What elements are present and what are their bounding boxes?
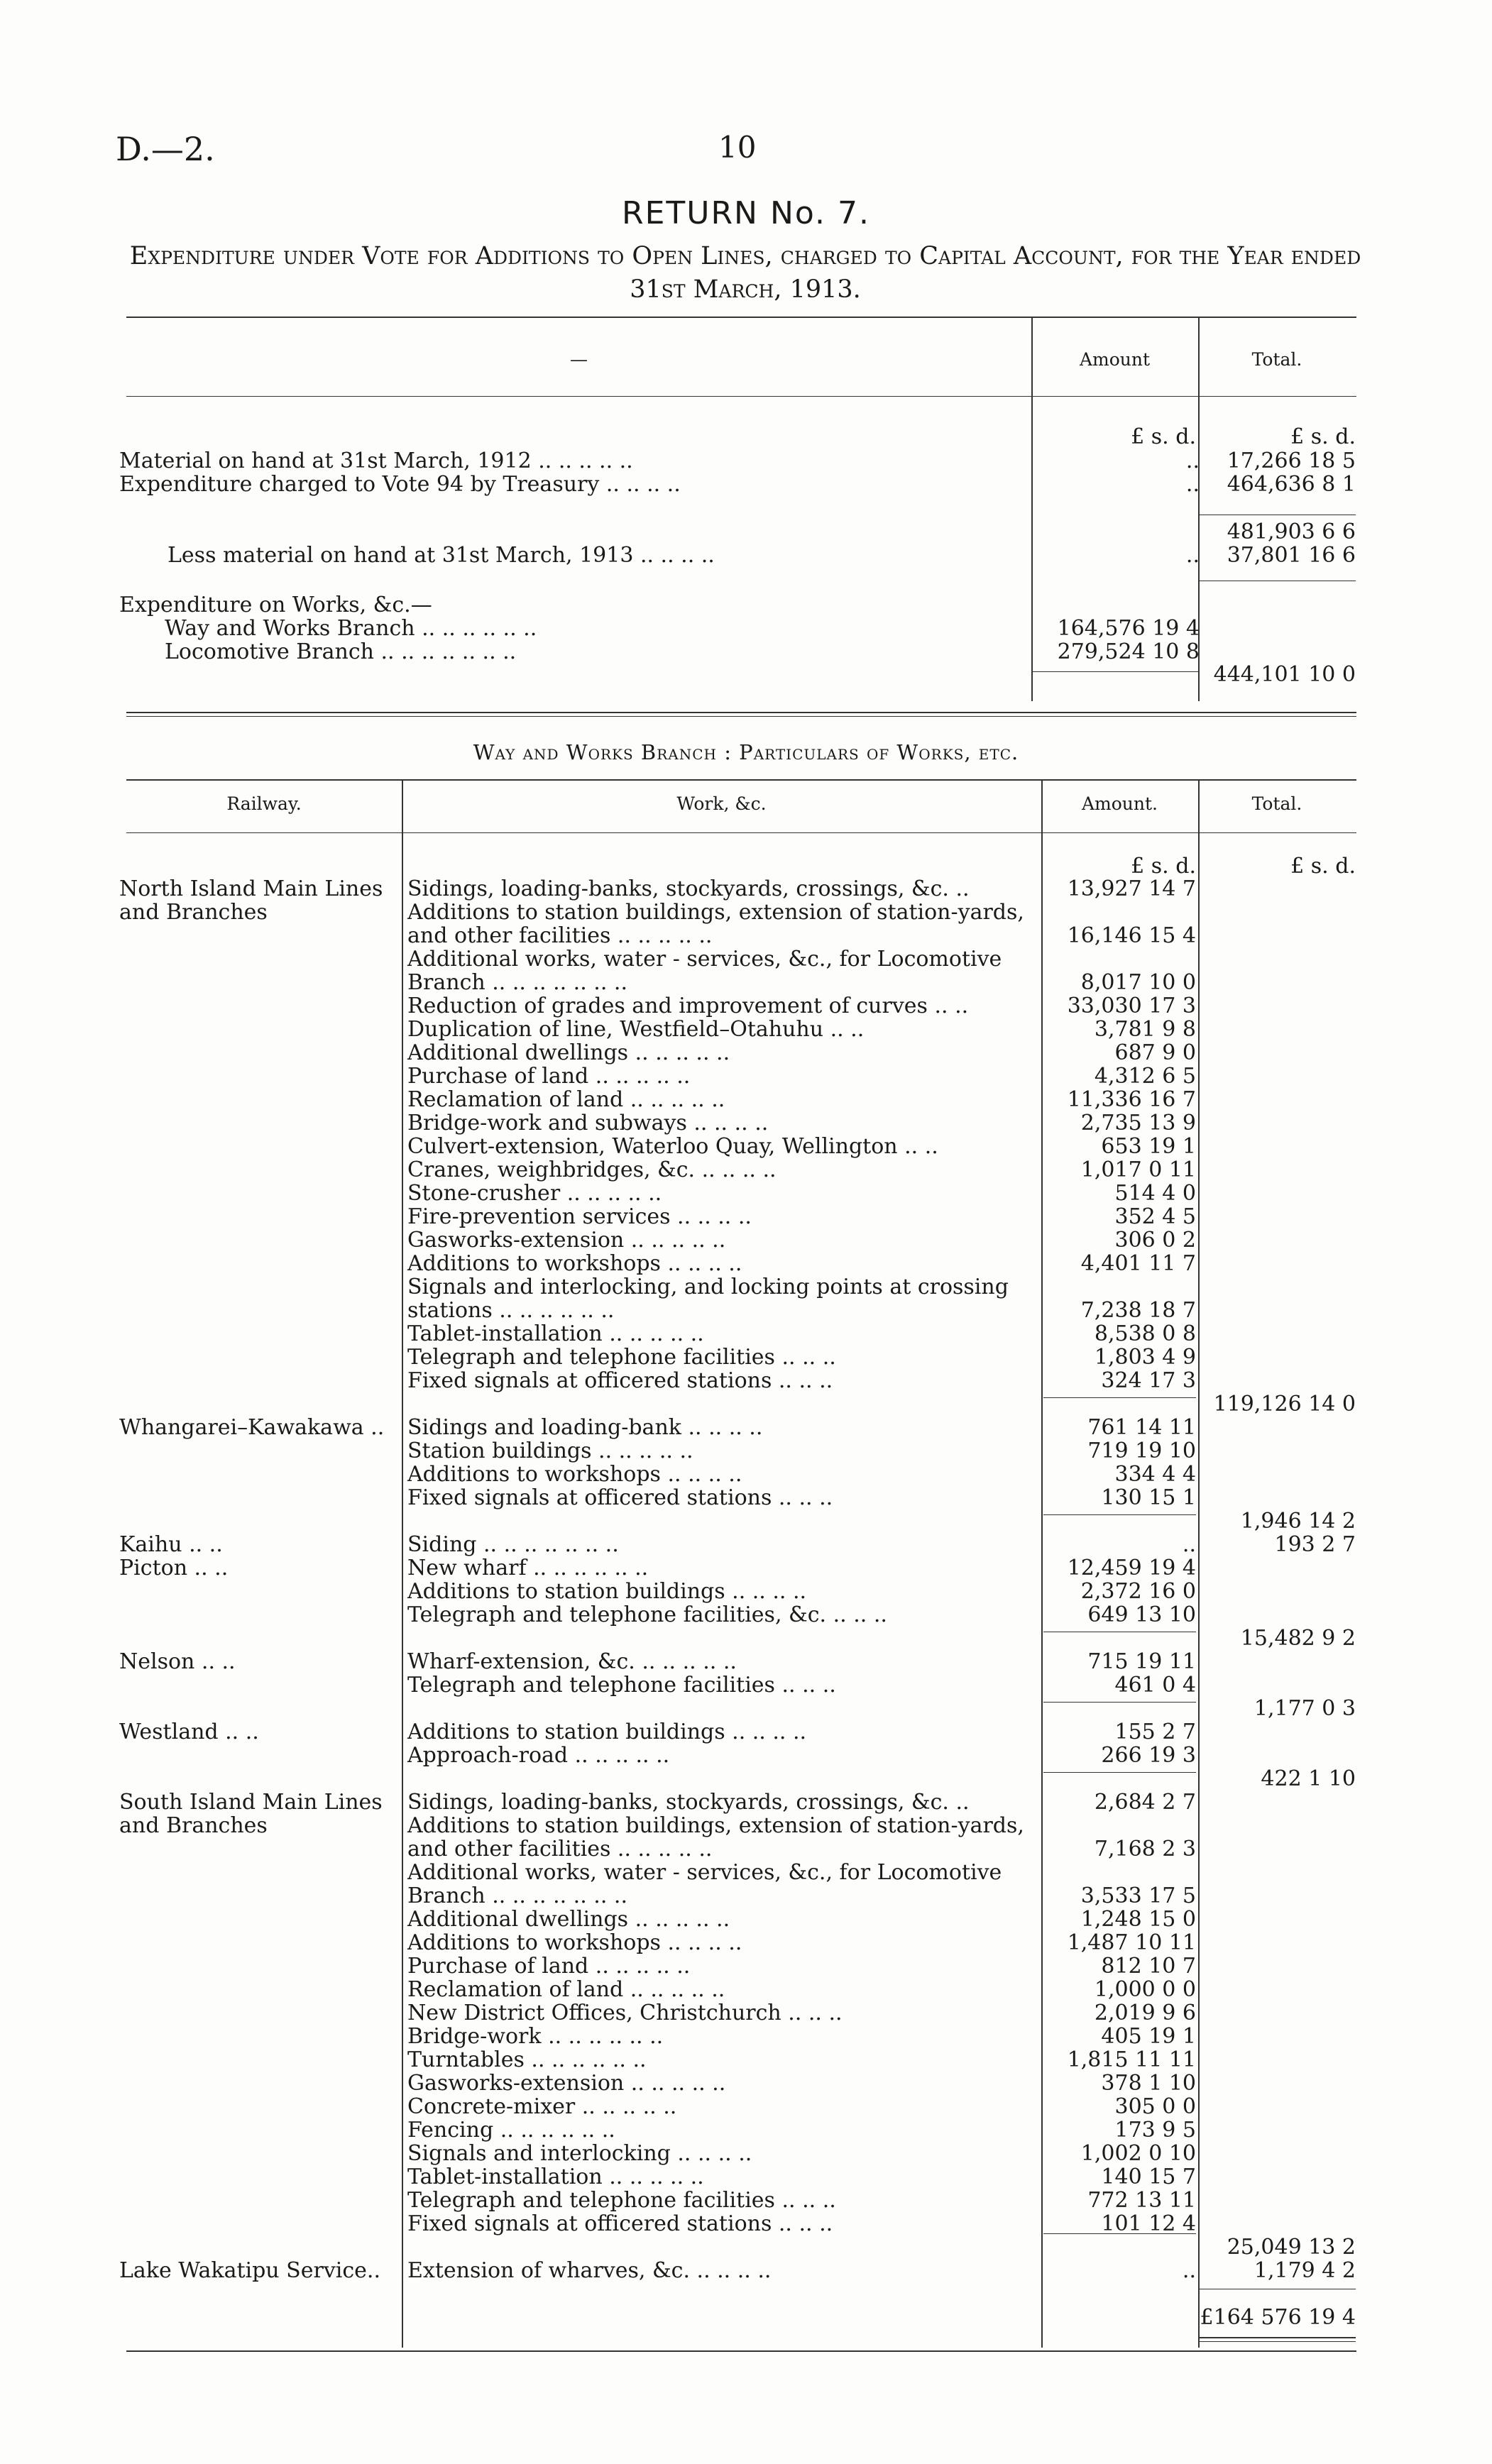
amount-cell: .. [1182,1532,1196,1557]
particulars-row [0,2212,1492,2235]
work-cell: Fixed signals at officered stations .. .. .. [407,1485,833,1510]
particulars-row [0,1720,1492,1744]
particulars-row [0,1814,1492,1837]
particulars-row [0,1673,1492,1697]
total-cell: 119,126 14 0 [1213,1392,1356,1417]
particulars-row [0,1299,1492,1322]
particulars-row [0,1837,1492,1861]
work-cell: Duplication of line, Westfield–Otahuhu .. .. [407,1017,865,1042]
particulars-row [0,1135,1492,1158]
summary-total-units: £ s. d. [1290,424,1356,449]
amount-cell: 305 0 0 [1114,2094,1196,2119]
particulars-row [0,2001,1492,2025]
work-cell: Purchase of land .. .. .. .. .. [407,1954,691,1979]
amount-cell: 101 12 4 [1101,2211,1196,2236]
group-rule [1043,1772,1196,1773]
amount-cell: 378 1 10 [1101,2071,1196,2096]
work-cell: Cranes, weighbridges, &c. .. .. .. .. [407,1157,777,1182]
group-rule [1043,1514,1196,1515]
total-cell: 1,179 4 2 [1254,2258,1356,2283]
amount-cell: 13,927 14 7 [1067,876,1196,901]
total-header: Total. [1251,793,1302,814]
particulars-row [0,1650,1492,1673]
particulars-row [0,947,1492,971]
amount-units: £ s. d. [1131,854,1196,879]
summary-row: Locomotive Branch .. .. .. .. .. .. .. 279,524 10 8 [165,639,1200,664]
particulars-row [0,1556,1492,1580]
work-cell: Additions to station buildings, extension of station-yards, [407,900,1024,925]
return-subtitle: Expenditure under Vote for Additions to Open Lines, charged to Capital Account, for the Year ended 31st March, 1913. [129,242,1361,304]
amount-cell: 772 13 11 [1087,2188,1196,2213]
work-cell: New District Offices, Christchurch .. .. .. [407,2001,843,2025]
work-cell: Turntables .. .. .. .. .. .. [407,2047,647,2072]
railway-cell: Kaihu .. .. [119,1532,223,1557]
particulars-row [0,1182,1492,1205]
particulars-row [0,1416,1492,1439]
amount-cell: 140 15 7 [1101,2165,1196,2189]
particulars-row [0,1954,1492,1978]
amount-cell: 352 4 5 [1114,1204,1196,1229]
work-cell: Siding .. .. .. .. .. .. .. [407,1532,619,1557]
total-cell: 193 2 7 [1274,1532,1356,1557]
particulars-row [0,1439,1492,1463]
work-cell: Additions to station buildings .. .. .. .. [407,1579,807,1604]
particulars-row [0,901,1492,924]
amount-cell: 514 4 0 [1114,1181,1196,1206]
amount-cell: 16,146 15 4 [1067,923,1196,948]
group-rule [1043,1702,1196,1703]
work-cell: and other facilities .. .. .. .. .. [407,923,713,948]
work-cell: Extension of wharves, &c. .. .. .. .. [407,2258,772,2283]
work-cell: Culvert-extension, Waterloo Quay, Wellington .. .. [407,1134,938,1159]
particulars-row [0,1603,1492,1627]
work-cell: Fire-prevention services .. .. .. .. [407,1204,752,1229]
work-header: Work, &c. [676,793,767,814]
particulars-row [0,1861,1492,1884]
particulars-row [0,1744,1492,1767]
summary-amount-header: Amount [1079,349,1151,370]
work-cell: Fixed signals at officered stations .. .. .. [407,1368,833,1393]
particulars-top-rule [126,779,1356,781]
work-cell: Tablet-installation .. .. .. .. .. [407,1321,704,1346]
amount-cell: 2,684 2 7 [1094,1790,1196,1815]
particulars-row [0,1627,1492,1650]
work-cell: Bridge-work and subways .. .. .. .. [407,1111,769,1135]
particulars-row [0,1158,1492,1182]
summary-bottom-rule-2 [126,716,1356,717]
amount-cell: 7,238 18 7 [1080,1298,1196,1323]
amount-cell: 2,735 13 9 [1080,1111,1196,1135]
particulars-row [0,1884,1492,1908]
work-cell: Signals and interlocking, and locking points at crossing [407,1275,1009,1299]
amount-cell: 11,336 16 7 [1067,1087,1196,1112]
work-cell: Sidings, loading-banks, stockyards, crossings, &c. .. [407,876,970,901]
amount-cell: 405 19 1 [1101,2024,1196,2049]
railway-cell: Whangarei–Kawakawa .. [119,1415,385,1440]
amount-cell: 653 19 1 [1101,1134,1196,1159]
particulars-bottom-rule [126,2350,1356,2352]
summary-row: Material on hand at 31st March, 1912 .. .. .. .. .. .. 17,266 18 5 [119,449,1356,473]
total-cell: 15,482 9 2 [1240,1626,1356,1651]
total-cell: £164 576 19 4 [1200,2305,1356,2330]
work-cell: Additions to station buildings, extension of station-yards, [407,1813,1024,1838]
amount-cell: 12,459 19 4 [1067,1556,1196,1580]
work-cell: Sidings, loading-banks, stockyards, crossings, &c. .. [407,1790,970,1815]
work-cell: and other facilities .. .. .. .. .. [407,1837,713,1861]
particulars-row [0,1065,1492,1088]
work-cell: Additional dwellings .. .. .. .. .. [407,1040,730,1065]
total-cell: 25,049 13 2 [1227,2235,1356,2260]
railway-cell: Westland .. .. [119,1720,259,1744]
particulars-row [0,1275,1492,1299]
amount-cell: 2,019 9 6 [1094,2001,1196,2025]
railway-cell: Picton .. .. [119,1556,229,1580]
particulars-row [0,2095,1492,2118]
work-cell: Gasworks-extension .. .. .. .. .. [407,2071,726,2096]
grand-total-double-rule-2 [1200,2341,1356,2342]
particulars-row [0,971,1492,994]
railway-cell: Lake Wakatipu Service.. [119,2258,380,2283]
particulars-row [0,1580,1492,1603]
work-cell: Fixed signals at officered stations .. .. .. [407,2211,833,2236]
summary-row: Less material on hand at 31st March, 1913 .. .. .. .. .. 37,801 16 6 [168,543,1356,568]
particulars-row [0,2282,1492,2306]
amount-cell: 1,815 11 11 [1067,2047,1196,2072]
particulars-row [0,877,1492,901]
work-cell: Additional works, water - services, &c., for Locomotive [407,947,1002,972]
particulars-row [0,1228,1492,1252]
particulars-row [0,2118,1492,2142]
summary-row: Way and Works Branch .. .. .. .. .. .. 164,576 19 4 [165,616,1200,641]
amount-cell: 4,401 11 7 [1080,1251,1196,1276]
amount-cell: 715 19 11 [1087,1649,1196,1674]
amount-cell: 4,312 6 5 [1094,1064,1196,1089]
amount-cell: 687 9 0 [1114,1040,1196,1065]
particulars-row [0,2048,1492,2072]
amount-cell: 3,533 17 5 [1080,1883,1196,1908]
work-cell: stations .. .. .. .. .. .. [407,1298,615,1323]
railway-cell: Nelson .. .. [119,1649,236,1674]
amount-cell: 306 0 2 [1114,1228,1196,1253]
particulars-row [0,2142,1492,2165]
particulars-row [0,1697,1492,1720]
particulars-row [0,2165,1492,2189]
amount-cell: 1,002 0 10 [1080,2141,1196,2166]
work-cell: Station buildings .. .. .. .. .. [407,1439,693,1463]
particulars-row [0,1533,1492,1556]
work-cell: Telegraph and telephone facilities, &c. .. .. .. [407,1602,887,1627]
amount-cell: 7,168 2 3 [1094,1837,1196,1861]
particulars-row [0,1978,1492,2001]
work-cell: Wharf-extension, &c. .. .. .. .. .. [407,1649,737,1674]
work-cell: Additions to workshops .. .. .. .. [407,1462,742,1487]
work-cell: Additional dwellings .. .. .. .. .. [407,1907,730,1932]
particulars-row [0,2259,1492,2282]
work-cell: Signals and interlocking .. .. .. .. [407,2141,752,2166]
particulars-row [0,1931,1492,1954]
work-cell: Branch .. .. .. .. .. .. .. [407,970,627,995]
work-cell: Additional works, water - services, &c., for Locomotive [407,1860,1002,1885]
work-cell: Branch .. .. .. .. .. .. .. [407,1883,627,1908]
amount-cell: 812 10 7 [1101,1954,1196,1979]
amount-cell: 719 19 10 [1087,1439,1196,1463]
particulars-row [0,1322,1492,1346]
work-cell: Additions to workshops .. .. .. .. [407,1930,742,1955]
particulars-row [0,1041,1492,1065]
summary-header-rule [126,396,1356,397]
work-cell: Purchase of land .. .. .. .. .. [407,1064,691,1089]
total-cell: 1,946 14 2 [1240,1509,1356,1534]
amount-cell: 461 0 4 [1114,1673,1196,1698]
total-cell: 422 1 10 [1261,1766,1356,1791]
work-cell: New wharf .. .. .. .. .. .. [407,1556,649,1580]
railway-header: Railway. [226,793,302,814]
work-cell: Fencing .. .. .. .. .. .. [407,2118,615,2143]
particulars-row [0,1346,1492,1369]
amount-cell: 1,487 10 11 [1067,1930,1196,1955]
particulars-row [0,1111,1492,1135]
amount-cell: 1,803 4 9 [1094,1345,1196,1370]
summary-total-header: Total. [1251,349,1302,370]
grand-total-double-rule [1200,2337,1356,2338]
return-title: RETURN No. 7. [622,195,870,231]
summary-row: 444,101 10 0 [1213,662,1356,687]
work-cell: Stone-crusher .. .. .. .. .. [407,1181,662,1206]
summary-row: Expenditure charged to Vote 94 by Treasury .. .. .. .. .. 464,636 8 1 [119,472,1356,497]
summary-bottom-rule [126,712,1356,713]
particulars-row [0,2025,1492,2048]
amount-cell: 2,372 16 0 [1080,1579,1196,1604]
amount-cell: 266 19 3 [1101,1743,1196,1768]
work-cell: Reclamation of land .. .. .. .. .. [407,1087,725,1112]
work-cell: Telegraph and telephone facilities .. .. .. [407,1673,836,1698]
work-cell: Tablet-installation .. .. .. .. .. [407,2165,704,2189]
particulars-row [0,2072,1492,2095]
summary-amount-units: £ s. d. [1131,424,1196,449]
particulars-row [0,1791,1492,1814]
particulars-row [0,2189,1492,2212]
amount-cell: 8,017 10 0 [1080,970,1196,995]
particulars-row [0,1463,1492,1486]
particulars-row [0,1252,1492,1275]
particulars-row [0,1486,1492,1509]
particulars-row [0,1392,1492,1416]
particulars-row [0,1908,1492,1931]
particulars-row [0,924,1492,947]
amount-header: Amount. [1081,793,1158,814]
particulars-row [0,1369,1492,1392]
railway-cell: South Island Main Lines [119,1790,383,1815]
work-cell: Telegraph and telephone facilities .. .. .. [407,2188,836,2213]
total-units: £ s. d. [1290,854,1356,879]
work-cell: Sidings and loading-bank .. .. .. .. [407,1415,763,1440]
group-rule [1043,1397,1196,1398]
summary-top-rule [126,317,1356,318]
work-cell: Telegraph and telephone facilities .. .. .. [407,1345,836,1370]
document-reference: D.—2. [116,130,215,168]
particulars-title: Way and Works Branch : Particulars of Works, etc. [473,740,1019,764]
amount-cell: 1,017 0 11 [1080,1157,1196,1182]
summary-row: 481,903 6 6 [1227,519,1356,544]
particulars-row [0,994,1492,1018]
amount-cell: 1,248 15 0 [1080,1907,1196,1932]
work-cell: Reduction of grades and improvement of curves .. .. [407,994,969,1018]
amount-cell: .. [1182,2258,1196,2283]
particulars-row [0,1767,1492,1791]
amount-cell: 1,000 0 0 [1094,1977,1196,2002]
page-number: 10 [718,130,757,165]
railway-cell: and Branches [119,1813,268,1838]
work-cell: Approach-road .. .. .. .. .. [407,1743,670,1768]
particulars-row [0,1088,1492,1111]
amount-cell: 324 17 3 [1101,1368,1196,1393]
particulars-row [0,2306,1492,2329]
particulars-row [0,1509,1492,1533]
particulars-row [0,1205,1492,1228]
group-rule [1043,2233,1196,2234]
work-cell: Additions to station buildings .. .. .. .. [407,1720,807,1744]
summary-row: Expenditure on Works, &c.— [119,593,432,617]
amount-cell: 334 4 4 [1114,1462,1196,1487]
summary-dash-header: — [570,349,588,370]
amount-cell: 761 14 11 [1087,1415,1196,1440]
amount-cell: 130 15 1 [1101,1485,1196,1510]
particulars-row [0,2235,1492,2259]
work-cell: Concrete-mixer .. .. .. .. .. [407,2094,677,2119]
work-cell: Additions to workshops .. .. .. .. [407,1251,742,1276]
work-cell: Bridge-work .. .. .. .. .. .. [407,2024,664,2049]
amount-cell: 8,538 0 8 [1094,1321,1196,1346]
amount-cell: 3,781 9 8 [1094,1017,1196,1042]
particulars-header-rule [126,832,1356,833]
amount-cell: 33,030 17 3 [1067,994,1196,1018]
total-cell: 1,177 0 3 [1254,1696,1356,1721]
amount-cell: 155 2 7 [1114,1720,1196,1744]
work-cell: Gasworks-extension .. .. .. .. .. [407,1228,726,1253]
railway-cell: and Branches [119,900,268,925]
amount-cell: 649 13 10 [1087,1602,1196,1627]
railway-cell: North Island Main Lines [119,876,383,901]
amount-cell: 173 9 5 [1114,2118,1196,2143]
particulars-row [0,1018,1492,1041]
work-cell: Reclamation of land .. .. .. .. .. [407,1977,725,2002]
